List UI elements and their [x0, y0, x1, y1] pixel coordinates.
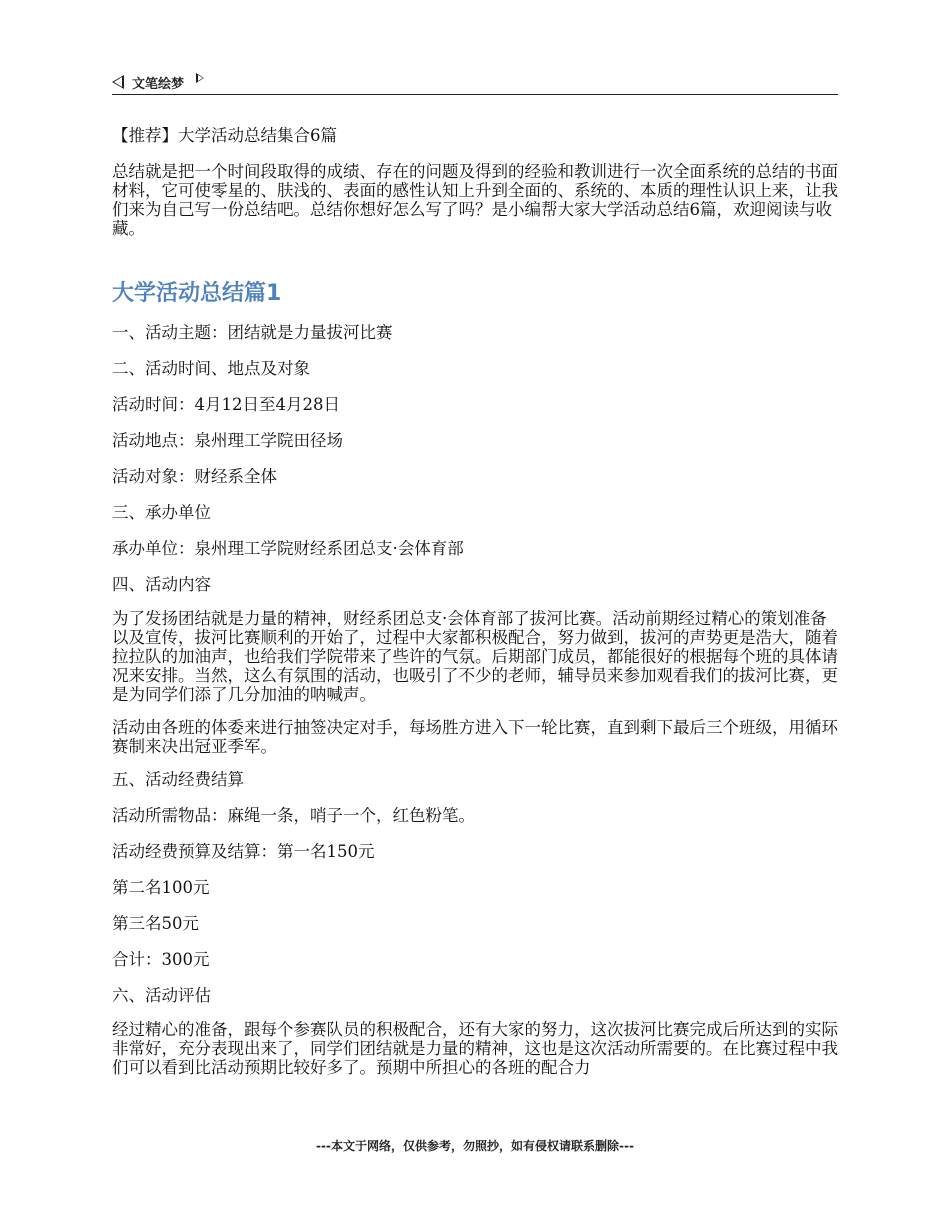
list-item: 一、活动主题：团结就是力量拔河比赛	[112, 323, 393, 342]
footer-disclaimer: ---本文于网络，仅供参考，勿照抄，如有侵权请联系删除---	[316, 1139, 634, 1153]
list-item: 合计：300元	[112, 950, 210, 969]
list-item: 活动所需物品：麻绳一条，哨子一个，红色粉笔。	[112, 806, 475, 825]
list-item: 活动时间：4月12日至4月28日	[112, 395, 340, 414]
document-body	[112, 126, 842, 1091]
list-item: 活动经费预算及结算：第一名150元	[112, 842, 375, 861]
evaluation-paragraph: 经过精心的准备，跟每个参赛队员的积极配合，还有大家的努力，这次拔河比赛完成后所达到的实际非常好，充分表现出来了，同学们团结就是力量的精神，这也是这次活动所需要的。在比赛过程中我们可以看到比活动预期比较好多了。预期中所担心的各班的配合力	[112, 1020, 838, 1077]
list-item: 承办单位：泉州理工学院财经系团总支·会体育部	[112, 539, 464, 558]
list-item: 三、承办单位	[112, 503, 211, 522]
list-item: 第三名50元	[112, 914, 199, 933]
page-header	[112, 70, 838, 95]
section-heading: 大学活动总结篇1	[112, 281, 282, 306]
list-item: 第二名100元	[112, 878, 210, 897]
intro-paragraph: 总结就是把一个时间段取得的成绩、存在的问题及得到的经验和教训进行一次全面系统的总结的书面材料，它可使零星的、肤浅的、表面的感性认知上升到全面的、系统的、本质的理性认识上来，让我们来为自己写一份总结吧。总结你想好怎么写了吗？是小编帮大家大学活动总结6篇，欢迎阅读与收藏。	[112, 162, 838, 238]
content-paragraph: 活动由各班的体委来进行抽签决定对手，每场胜方进入下一轮比赛，直到剩下最后三个班级，用循环赛制来决出冠亚季军。	[112, 718, 838, 756]
brand-name: 文笔绘梦	[132, 76, 185, 92]
list-item: 五、活动经费结算	[112, 770, 244, 789]
list-item: 六、活动评估	[112, 986, 211, 1005]
document-title: 【推荐】大学活动总结集合6篇	[112, 126, 337, 145]
content-paragraph: 为了发扬团结就是力量的精神，财经系团总支·会体育部了拔河比赛。活动前期经过精心的策划准备以及宣传，拔河比赛顺利的开始了，过程中大家都积极配合，努力做到，拔河的声势更是浩大，随着拉拉队的加油声，也给我们学院带来了些许的气氛。后期部门成员，都能很好的根据每个班的具体请况来安排。当然，这么有氛围的活动，也吸引了不少的老师，辅导员来参加观看我们的拔河比赛，更是为同学们添了几分加油的呐喊声。	[112, 609, 838, 704]
triangle-left-icon	[112, 75, 124, 89]
list-item: 四、活动内容	[112, 575, 211, 594]
list-item: 活动地点：泉州理工学院田径场	[112, 431, 343, 450]
list-item: 活动对象：财经系全体	[112, 467, 277, 486]
triangle-right-icon	[196, 73, 204, 83]
list-item: 二、活动时间、地点及对象	[112, 359, 310, 378]
